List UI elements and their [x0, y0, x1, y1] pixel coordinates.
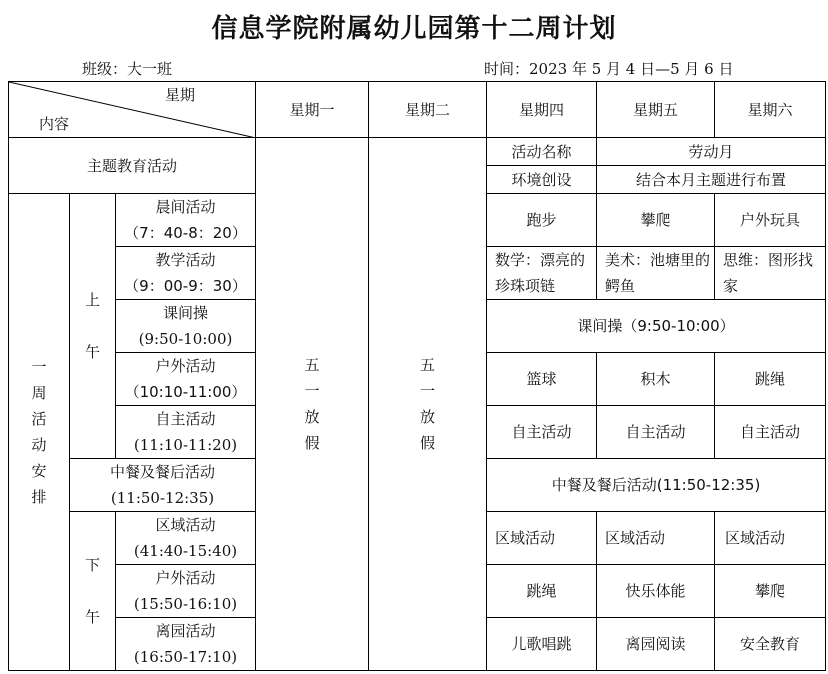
- cell-sat-teaching: 思维：图形找家: [715, 247, 826, 300]
- header-week-label: 星期: [165, 86, 196, 104]
- holiday-mon: 五 一 放 假: [256, 138, 369, 671]
- cell-thu-area: 区域活动: [487, 512, 597, 565]
- cell-fri-teaching: 美术：池塘里的鳄鱼: [597, 247, 715, 300]
- row-lunch: 中餐及餐后活动 (11:50-12:35): [70, 459, 256, 512]
- afternoon-label: 下 午: [70, 512, 116, 671]
- env-value: 结合本月主题进行布置: [597, 166, 826, 194]
- holiday-tue: 五 一 放 假: [369, 138, 487, 671]
- cell-sat-morning: 户外玩具: [715, 194, 826, 247]
- cell-fri-outdoor: 积木: [597, 353, 715, 406]
- cell-break-exercise-merged: 课间操（9:50-10:00）: [487, 300, 826, 353]
- class-label: 班级：大一班: [82, 60, 173, 78]
- activity-name-value: 劳动月: [597, 138, 826, 166]
- cell-thu-outdoor: 篮球: [487, 353, 597, 406]
- row-outdoor-pm: 户外活动 (15:50-16:10): [116, 565, 256, 618]
- row-area: 区域活动 (41:40-15:40): [116, 512, 256, 565]
- cell-thu-outdoor-pm: 跳绳: [487, 565, 597, 618]
- cell-thu-morning: 跑步: [487, 194, 597, 247]
- activity-name-label: 活动名称: [487, 138, 597, 166]
- cell-sat-free: 自主活动: [715, 406, 826, 459]
- header-diagonal-cell: [9, 82, 256, 138]
- row-morning-exercise: 晨间活动 （7：40-8：20）: [116, 194, 256, 247]
- row-teaching: 教学活动 （9：00-9：30）: [116, 247, 256, 300]
- cell-thu-teaching: 数学：漂亮的珍珠项链: [487, 247, 597, 300]
- day-header-thu: 星期四: [487, 82, 597, 138]
- cell-sat-area: 区域活动: [715, 512, 826, 565]
- cell-fri-free: 自主活动: [597, 406, 715, 459]
- cell-thu-leave: 儿歌唱跳: [487, 618, 597, 671]
- cell-sat-outdoor: 跳绳: [715, 353, 826, 406]
- cell-thu-free: 自主活动: [487, 406, 597, 459]
- page-title: 信息学院附属幼儿园第十二周计划: [211, 14, 617, 44]
- week-arrangement-label: 一 周 活 动 安 排: [9, 194, 70, 671]
- time-label: 时间：2023 年 5 月 4 日—5 月 6 日: [484, 60, 734, 78]
- morning-label: 上 午: [70, 194, 116, 459]
- day-header-mon: 星期一: [256, 82, 369, 138]
- day-header-tue: 星期二: [369, 82, 487, 138]
- row-leave: 离园活动 (16:50-17:10): [116, 618, 256, 671]
- row-outdoor: 户外活动 （10:10-11:00）: [116, 353, 256, 406]
- cell-sat-leave: 安全教育: [715, 618, 826, 671]
- cell-fri-area: 区域活动: [597, 512, 715, 565]
- day-header-fri: 星期五: [597, 82, 715, 138]
- day-header-sat: 星期六: [715, 82, 826, 138]
- cell-fri-leave: 离园阅读: [597, 618, 715, 671]
- env-label: 环境创设: [487, 166, 597, 194]
- cell-lunch-merged: 中餐及餐后活动(11:50-12:35): [487, 459, 826, 512]
- row-break-exercise: 课间操 (9:50-10:00): [116, 300, 256, 353]
- theme-label: 主题教育活动: [9, 138, 256, 194]
- cell-sat-outdoor-pm: 攀爬: [715, 565, 826, 618]
- cell-fri-outdoor-pm: 快乐体能: [597, 565, 715, 618]
- cell-fri-morning: 攀爬: [597, 194, 715, 247]
- row-free: 自主活动 (11:10-11:20): [116, 406, 256, 459]
- header-content-label: 内容: [39, 115, 70, 133]
- schedule-table: [8, 81, 826, 671]
